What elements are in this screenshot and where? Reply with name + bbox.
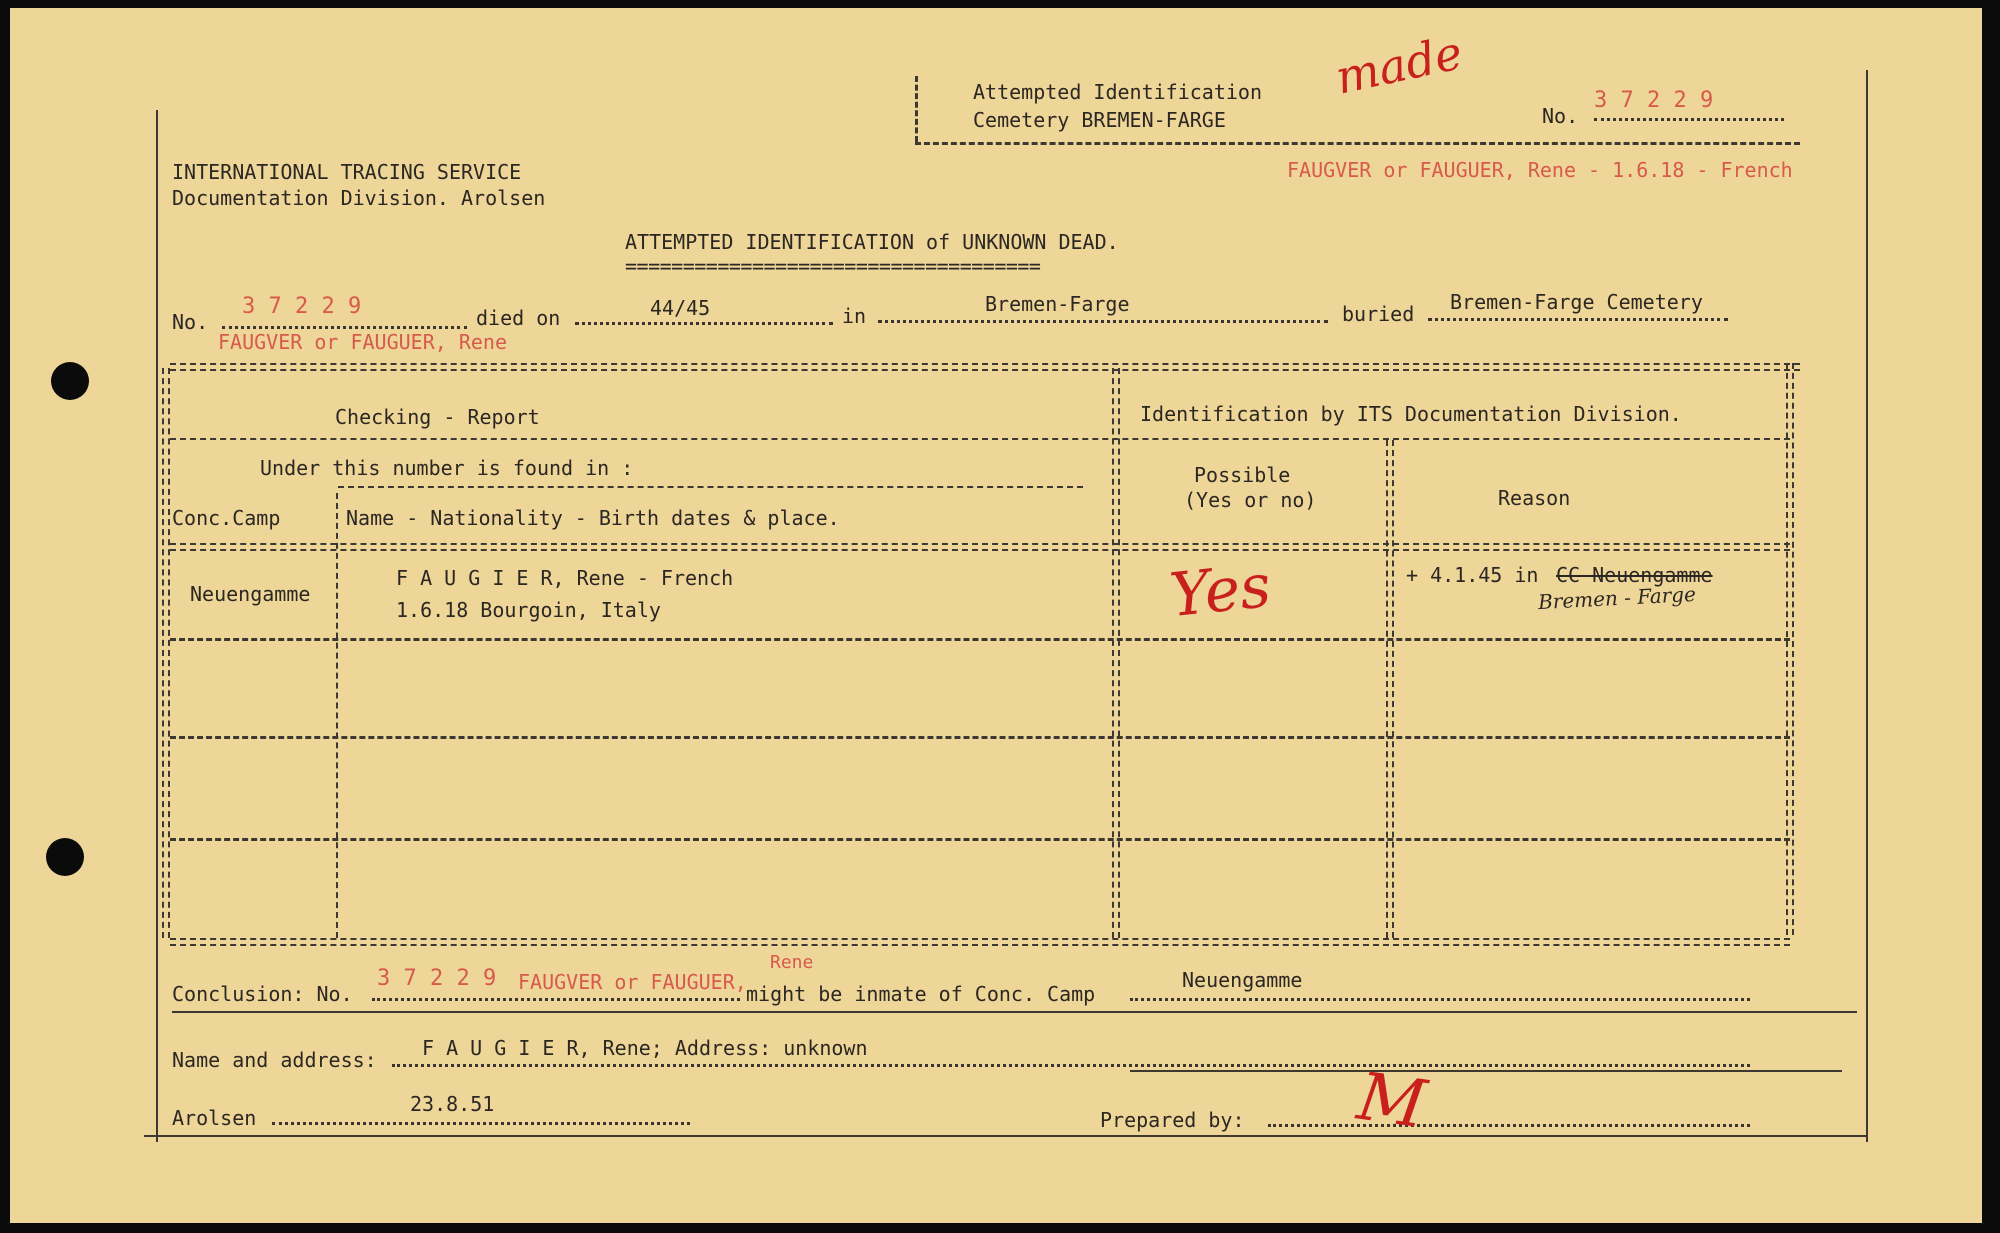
agency-line2: Documentation Division. Arolsen (172, 186, 546, 210)
header-box-line2: Cemetery BREMEN-FARGE (973, 108, 1226, 132)
died-dots (575, 322, 833, 325)
header-no-dots (1594, 118, 1784, 121)
record-no-dots (222, 326, 467, 329)
buried-dots (1428, 318, 1728, 321)
row1-reason-typed: + 4.1.45 in (1406, 563, 1539, 587)
conclusion-name-stamp: FAUGVER or FAUGUER, (518, 970, 747, 994)
table-mid-rule (1112, 368, 1120, 938)
record-no-value: 3 7 2 2 9 (242, 294, 362, 319)
buried-label: buried (1342, 302, 1415, 326)
conclusion-no-value: 3 7 2 2 9 (377, 966, 497, 991)
table-top-rule (170, 363, 1800, 371)
found-in-label: Under this number is found in : (260, 456, 634, 480)
header-box-left-rule (915, 76, 918, 142)
punch-hole (51, 362, 89, 400)
conclusion-label: Conclusion: No. (172, 982, 353, 1006)
stamped-name: FAUGVER or FAUGUER, Rene - 1.6.18 - French (1287, 158, 1793, 182)
conclusion-underline (172, 1011, 1857, 1013)
document-title: ATTEMPTED IDENTIFICATION of UNKNOWN DEAD. (625, 230, 1119, 254)
col-header-name: Name - Nationality - Birth dates & place. (346, 506, 840, 530)
table-rule-2 (170, 438, 1790, 440)
title-underline: ==================================== (625, 254, 1041, 278)
header-box-bottom-rule (915, 142, 1800, 145)
table-right-rule (1786, 363, 1794, 935)
document-card (10, 8, 1982, 1223)
table-left-rule (162, 368, 170, 938)
in-value: Bremen-Farge (985, 292, 1130, 316)
handwritten-annotation: made (1330, 25, 1467, 105)
bottom-border (144, 1135, 1868, 1137)
row1-possible-handwritten: Yes (1166, 550, 1275, 632)
conclusion-camp-dots (1130, 998, 1750, 1001)
row1-camp: Neuengamme (190, 582, 311, 606)
name-address-value: F A U G I E R, Rene; Address: unknown (422, 1036, 868, 1060)
left-border (156, 110, 158, 1142)
prepared-by-initial: M (1352, 1057, 1431, 1144)
conclusion-name-extra: Rene (770, 952, 814, 973)
name-address-underline (1130, 1070, 1842, 1072)
died-label: died on (476, 306, 561, 330)
identification-header: Identification by ITS Documentation Division. (1140, 402, 1682, 426)
table-bottom-rule (170, 938, 1790, 946)
row1-name-line2: 1.6.18 Bourgoin, Italy (396, 598, 661, 622)
name-address-dots (392, 1064, 1750, 1067)
table-camp-rule (336, 493, 338, 938)
conclusion-no-dots (372, 998, 740, 1001)
record-no-label: No. (172, 310, 209, 334)
col-header-reason: Reason (1498, 486, 1571, 510)
table-row-rule (170, 736, 1790, 739)
prepared-by-dots (1268, 1124, 1750, 1127)
row1-reason-struck: CC Neuengamme (1556, 563, 1713, 587)
table-row-rule (170, 638, 1790, 641)
name-address-label: Name and address: (172, 1048, 377, 1072)
conclusion-might-be: might be inmate of Conc. Camp (746, 982, 1096, 1006)
col-header-camp: Conc.Camp (172, 506, 281, 530)
in-dots (878, 320, 1328, 323)
header-no-label: No. (1542, 104, 1579, 128)
agency-line1: INTERNATIONAL TRACING SERVICE (172, 160, 522, 184)
header-box-line1: Attempted Identification (973, 80, 1262, 104)
row1-reason-handwritten: Bremen - Farge (1537, 581, 1697, 615)
table-header-bottom-rule (170, 543, 1790, 551)
right-border (1866, 70, 1868, 1142)
in-label: in (842, 304, 867, 328)
found-in-rule (338, 486, 1083, 488)
arolsen-dots (272, 1122, 690, 1125)
header-no-value: 3 7 2 2 9 (1594, 88, 1714, 113)
record-name-stamp: FAUGVER or FAUGUER, Rene (218, 330, 507, 354)
table-row-rule (170, 838, 1790, 841)
table-reason-rule (1386, 440, 1394, 938)
punch-hole (46, 838, 84, 876)
col-header-possible-2: (Yes or no) (1184, 488, 1317, 512)
prepared-by-label: Prepared by: (1100, 1108, 1245, 1132)
conclusion-camp: Neuengamme (1182, 968, 1303, 992)
buried-value: Bremen-Farge Cemetery (1450, 290, 1703, 314)
checking-report-header: Checking - Report (335, 405, 540, 429)
row1-name-line1: F A U G I E R, Rene - French (396, 566, 734, 590)
died-value: 44/45 (650, 296, 711, 320)
col-header-possible-1: Possible (1194, 463, 1291, 487)
footer-date: 23.8.51 (410, 1092, 495, 1116)
arolsen-label: Arolsen (172, 1106, 257, 1130)
